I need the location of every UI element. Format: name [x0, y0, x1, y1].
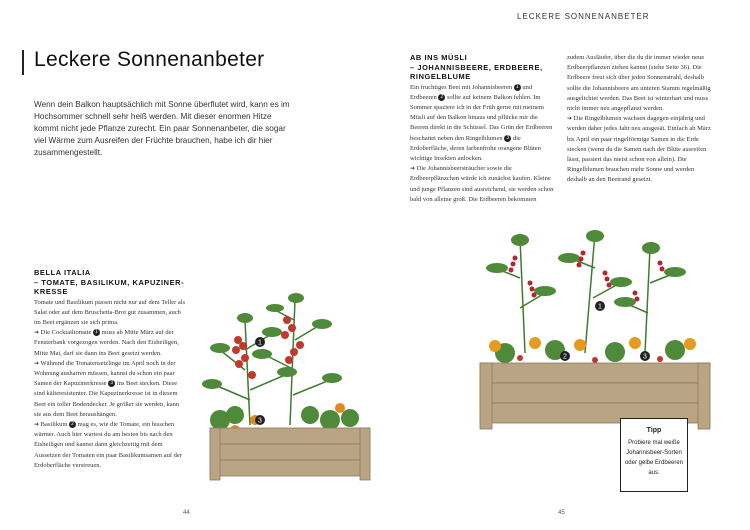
svg-text:3: 3 [258, 417, 262, 425]
bella-p3-end: ins Beet stecken. Diese sind kälteresistenter. Die Kapuzinerkresse ist in diesem Beet ein toller Bodendecker. Je größer sie werden, kann sie aus dem Beet heraushängen. [34, 380, 180, 418]
bella-heading-line3: KRESSE [34, 287, 68, 296]
muesli-paragraph-3: zudem Ausläufer, über die du dir immer wieder neue Erdbeerpflanzen ziehen kannst (siehe Seite 36). Die Erdbeere freut sich über jeden Sonnenstrahl, deshalb sollte die Johannisbeere am unteren Stamm regelmäßig ausgelichtet werden. Das Beet ist winterhart und muss nicht immer neu angepflanzt werden. [567, 54, 711, 113]
bella-heading-line2: – TOMATE, BASILIKUM, KAPUZINER- [34, 277, 185, 287]
bella-p3-start: Während die Tomatensetzlinge im April noch in der Wohnung ausharren müssen, kannst du schon ein paar Samen der Kapuzinerkresse [34, 359, 176, 388]
bella-p2-start: Die Cocktailtomate [40, 329, 92, 337]
bella-paragraph-1: Tomate und Basilikum passen nicht nur auf dem Teller als Salat oder auf dem Bruschetta-Brot gut zusammen, auch im Beet ergänzen sie sich prima. [34, 298, 186, 326]
muesli-paragraph-2 [410, 164, 556, 205]
arrow-icon: ➔ [410, 165, 416, 173]
muesli-p1a: Ein fruchtiges Beet mit Johannisbeeren [410, 83, 513, 91]
bella-paragraph-4 [34, 420, 186, 471]
tip-title: Tipp [646, 427, 662, 434]
bella-p4-start: Basilikum [40, 420, 68, 428]
bella-body [34, 298, 186, 471]
bella-heading-line1: BELLA ITALIA [34, 268, 91, 277]
svg-text:1: 1 [598, 303, 602, 311]
arrow-icon: ➔ [34, 420, 40, 428]
marker-3-icon: 3 [108, 380, 115, 387]
bella-paragraph-2 [34, 328, 186, 359]
bella-italia-section [34, 268, 186, 471]
muesli-heading [410, 53, 556, 82]
muesli-paragraph-4 [567, 114, 715, 185]
running-head: LECKERE SONNENANBETER [517, 12, 650, 21]
bella-p4-end: mag es, wie die Tomate, ein bisschen wärmer. Auch hier wartest du am besten bis nach den Eisheiligen und kannst dann gleichzeitig mit dem Aussetzen der Tomaten ein paar Basilikumsamen auf der Erdoberfläche verstreuen. [34, 420, 182, 469]
intro-paragraph: Wenn dein Balkon hauptsächlich mit Sonne überflutet wird, kann es im Hochsommer schnell sehr heiß werden. Mit dieser enormen Hitze kommt nicht jede Pflanze zurecht. Ein paar Sonnenanbeter, die sogar viel Wärme zum Ausreifen der Früchte brauchen, habe ich dir hier zusammengestellt. [34, 100, 290, 157]
muesli-heading-line2: – JOHANNISBEERE, ERDBEERE, [410, 62, 543, 72]
arrow-icon: ➔ [34, 359, 40, 367]
marker-3-icon: 3 [504, 135, 511, 142]
svg-text:3: 3 [643, 353, 647, 361]
page-number-right: 45 [558, 510, 565, 516]
muesli-p1d: die Erdoberfläche, deren farbenfrohe orangene Blüten wichtige Insekten anlocken. [410, 134, 541, 162]
muesli-p2: Die Johannisbeersträucher sowie die Erdbeerpflänzchen würde ich zunächst kaufen. Kleine und junge Pflanzen sind ausreichend, sie werden schon bald von alleine groß. Die Erdbeeren bekommen [410, 165, 554, 203]
arrow-icon: ➔ [567, 115, 573, 123]
page-number-left: 44 [183, 510, 190, 516]
bella-paragraph-3 [34, 359, 186, 420]
marker-2-icon: 2 [69, 421, 76, 428]
tomato-bed-illustration [190, 280, 395, 490]
title-rule [22, 50, 24, 75]
arrow-icon: ➔ [34, 329, 40, 337]
muesli-paragraph-1 [410, 83, 556, 165]
tip-box [620, 418, 688, 492]
muesli-body-col2 [567, 53, 715, 186]
muesli-section [410, 53, 556, 205]
bella-heading [34, 268, 186, 297]
svg-text:1: 1 [258, 339, 262, 347]
muesli-heading-line1: AB INS MÜSLI [410, 53, 468, 62]
page-title: Leckere Sonnenanbeter [34, 48, 265, 71]
muesli-heading-line3: RINGELBLUME [410, 72, 471, 81]
bella-p2-end: muss ab Mitte März auf der Fensterbank vorgezogen werden. Nach den Eisheiligen, Mitte Mai, darf sie dann ins Beet gesetzt werden. [34, 329, 179, 357]
marker-1-icon: 1 [514, 84, 521, 91]
muesli-p4: Die Ringelblumen wachsen dagegen einjährig und werden daher jedes Jahr neu ausgesät. Einfach ab März bis April ein paar ringelförmige Samen in die Erde stecken (wenn du die Samen nach der Blüte ausreifen lässt, passiert das meist schon von allein). Die Ringelblumen brauchen mehr Sonne und werden deshalb an den Beetrand gesetzt. [567, 115, 711, 184]
muesli-p1b: und Erdbeeren [410, 83, 533, 101]
tip-body: Probiere mal weiße Johannisbeer-Sorten oder gelbe Erdbeeren aus. [624, 440, 684, 476]
muesli-body-col1 [410, 83, 556, 205]
svg-text:2: 2 [563, 353, 567, 361]
marker-2-icon: 2 [438, 94, 445, 101]
marker-1-icon: 1 [93, 329, 100, 336]
muesli-p1c: sollte auf keinem Balkon fehlen. Im Sommer spaziere ich in der Früh gerne mit meinem Müsli auf den Balkon hinaus und pflücke mir die Beeren direkt in die Schüssel. Das Grün der Erdbeeren beschattet neben den Ringelblumen [410, 93, 553, 142]
